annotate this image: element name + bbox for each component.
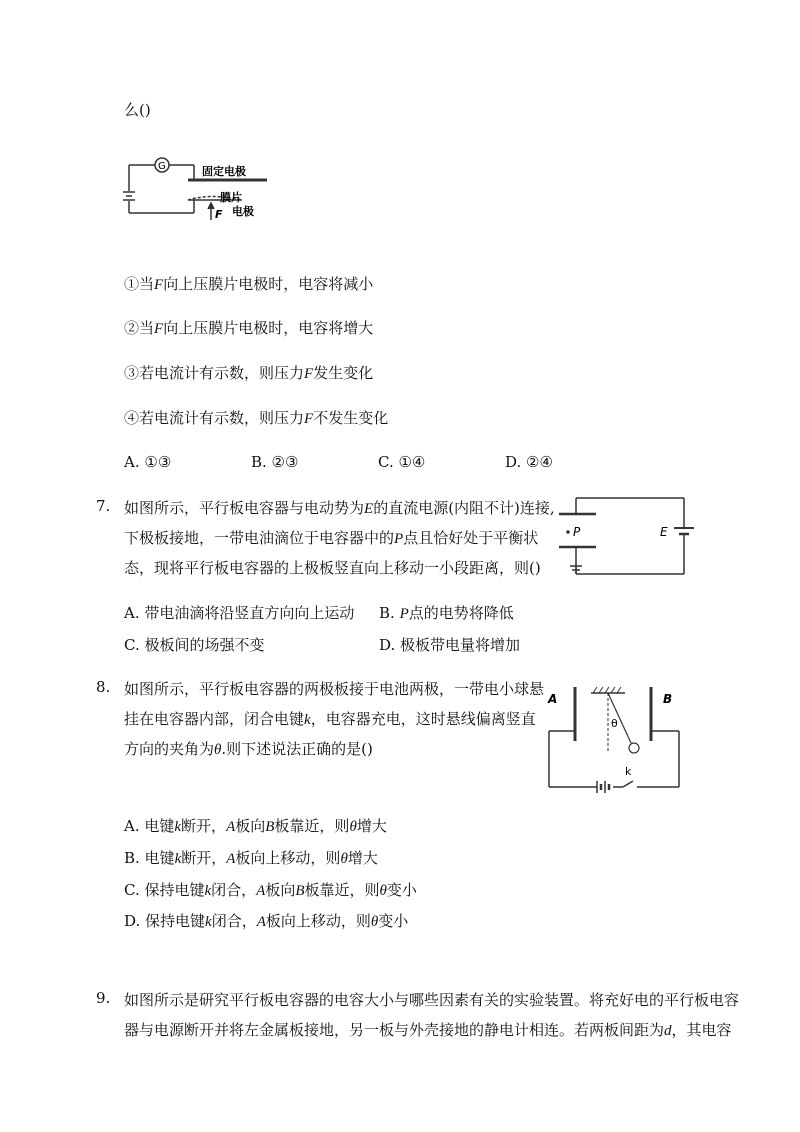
q8-pendulum-capacitor-figure [545,683,685,793]
force-label: F [215,208,223,221]
q8-option-b[interactable]: B. 电键k断开，A板向上移动，则θ增大 [124,849,378,867]
q9-number: 9. [96,989,111,1007]
q8-option-a[interactable]: A. 电键k断开，A板向B板靠近，则θ增大 [124,817,387,835]
plate-a-label: A [548,692,558,706]
q7-number: 7. [96,497,111,515]
q9-text-line2: 器与电源断开并将左金属板接地，另一板与外壳接地的静电计相连。若两板间距为d，其电容 [124,1021,732,1039]
q6-option-d[interactable]: D. ②④ [505,453,553,471]
q8-text-line2: 挂在电容器内部，闭合电键k，电容器充电，这时悬线偏离竖直 [124,710,536,728]
capacitor-pressure-sensor-figure [122,155,272,225]
q8-text-line3: 方向的夹角为θ.则下述说法正确的是() [124,740,373,758]
q8-option-d[interactable]: D. 保持电键k闭合，A板向上移动，则θ变小 [124,912,409,930]
plate-b-label: B [663,692,673,706]
q6-option-c[interactable]: C. ①④ [378,453,426,471]
q7-text-line2: 下极板接地，一带电油滴位于电容器中的P点且恰好处于平衡状 [124,529,539,547]
electrode-label: 电极 [232,205,254,218]
q7-text-line1: 如图所示，平行板电容器与电动势为E的直流电源(内阻不计)连接, [124,499,555,517]
angle-theta-label: θ [611,717,618,730]
q7-option-c[interactable]: C. 极板间的场强不变 [124,636,265,654]
film-label: 膜片 [220,191,242,204]
q7-option-a[interactable]: A. 带电油滴将沿竖直方向向上运动 [124,604,355,622]
q9-text-line1: 如图所示是研究平行板电容器的电容大小与哪些因素有关的实验装置。将充好电的平行板电容 [124,991,740,1009]
emf-label: E [660,525,668,539]
q8-number: 8. [96,678,111,696]
switch-k-label: k [625,765,632,778]
point-p-label: P [573,525,581,539]
q6-option-b[interactable]: B. ②③ [251,453,299,471]
fixed-electrode-label: 固定电极 [202,165,246,178]
statement-1: ①当F向上压膜片电极时，电容将减小 [124,275,374,293]
q7-option-b[interactable]: B. P点的电势将降低 [379,604,514,622]
q8-text-line1: 如图所示，平行板电容器的两极板接于电池两极，一带电小球悬 [124,680,545,698]
question-fragment: 么() [124,101,151,119]
q7-capacitor-figure [556,492,696,584]
q7-text-line3: 态，现将平行板电容器的上极板竖直向上移动一小段距离，则() [124,559,541,577]
galvanometer-label: G [158,161,166,172]
statement-3: ③若电流计有示数，则压力F发生变化 [124,364,374,382]
q6-option-a[interactable]: A. ①③ [124,453,172,471]
q8-option-c[interactable]: C. 保持电键k闭合，A板向B板靠近，则θ变小 [124,881,417,899]
statement-4: ④若电流计有示数，则压力F不发生变化 [124,409,389,427]
q7-option-d[interactable]: D. 极板带电量将增加 [379,636,521,654]
statement-2: ②当F向上压膜片电极时，电容将增大 [124,319,374,337]
